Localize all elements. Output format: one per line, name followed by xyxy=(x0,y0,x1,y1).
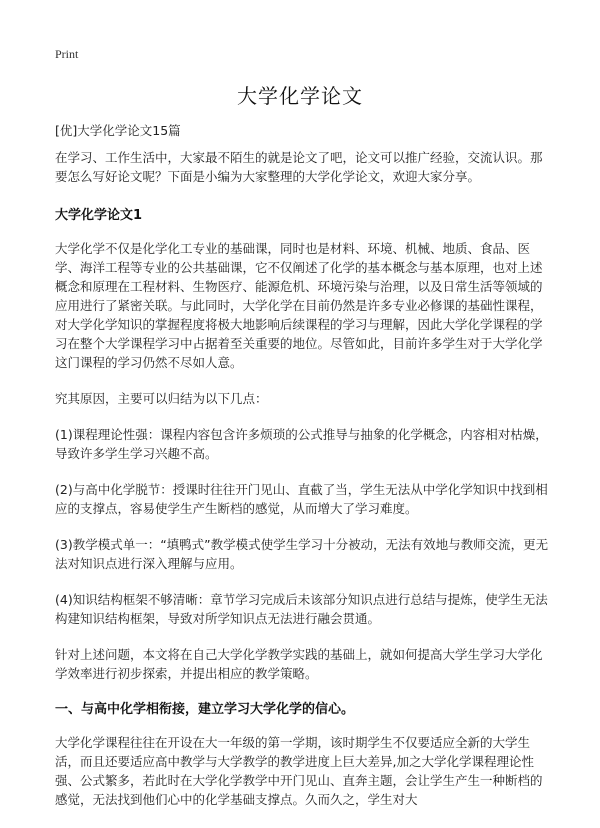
article-body xyxy=(55,121,549,826)
list-item: (3)教学模式单一：“填鸭式”教学模式使学生学习十分被动，无法有效地与教师交流，更无法对知识点进行深入理解与应用。 xyxy=(55,537,549,571)
intro-paragraph: 在学习、工作生活中，大家最不陌生的就是论文了吧，论文可以推广经验，交流认识。那要怎么写好论文呢？下面是小编为大家整理的大学化学论文，欢迎大家分享。 xyxy=(55,150,543,184)
section-heading: 大学化学论文1 xyxy=(55,208,143,223)
body-paragraph: 针对上述问题，本文将在自己大学化学教学实践的基础上，就如何提高大学生学习大学化学效率进行初步探索，并提出相应的教学策略。 xyxy=(55,647,543,681)
article-subtitle: [优]大学化学论文15篇 xyxy=(55,123,181,138)
body-paragraph: 大学化学课程往往在开设在大一年级的第一学期，该时期学生不仅要适应全新的大学生活，而且还要适应高中教学与大学教学的教学进度上巨大差异,加之大学化学课程理论性强、公式繁多，若此时在大学化学教学中开门见山、直奔主题，会让学生产生一种断档的感觉，无法找到他们心中的化学基础支撑点。久而久之，学生对大 xyxy=(55,735,543,807)
body-paragraph: 究其原因，主要可以归结为以下几点： xyxy=(55,391,268,406)
section-heading: 一、与高中化学相衔接，建立学习大学化学的信心。 xyxy=(55,702,355,717)
body-paragraph: 大学化学不仅是化学化工专业的基础课，同时也是材料、环境、机械、地质、食品、医学、海洋工程等专业的公共基础课，它不仅阐述了化学的基本概念与基本原理，也对上述概念和原理在工程材料、生物医疗、能源危机、环境污染与治理，以及日常生活等领域的应用进行了紧密关联。与此同时，大学化学在目前仍然是许多专业必修课的基础性课程，对大学化学知识的掌握程度将极大地影响后续课程的学习与理解，因此大学化学课程的学习在整个大学课程学习中占据着至关重要的地位。尽管如此，目前许多学生对于大学化学这门课程的学习仍然不尽如人意。 xyxy=(55,241,543,370)
list-item: (2)与高中化学脱节：授课时往往开门见山、直截了当，学生无法从中学化学知识中找到相应的支撑点，容易使学生产生断档的感觉，从而增大了学习难度。 xyxy=(55,482,548,516)
list-item: (4)知识结构框架不够清晰：章节学习完成后未该部分知识点进行总结与提炼，使学生无法构建知识结构框架，导致对所学知识点无法进行融会贯通。 xyxy=(55,592,548,626)
print-link[interactable]: Print xyxy=(55,47,79,61)
page-title: 大学化学论文 xyxy=(237,84,363,108)
list-item: (1)课程理论性强：课程内容包含许多烦琐的公式推导与抽象的化学概念，内容相对枯燥，导致许多学生学习兴趣不高。 xyxy=(55,427,548,461)
